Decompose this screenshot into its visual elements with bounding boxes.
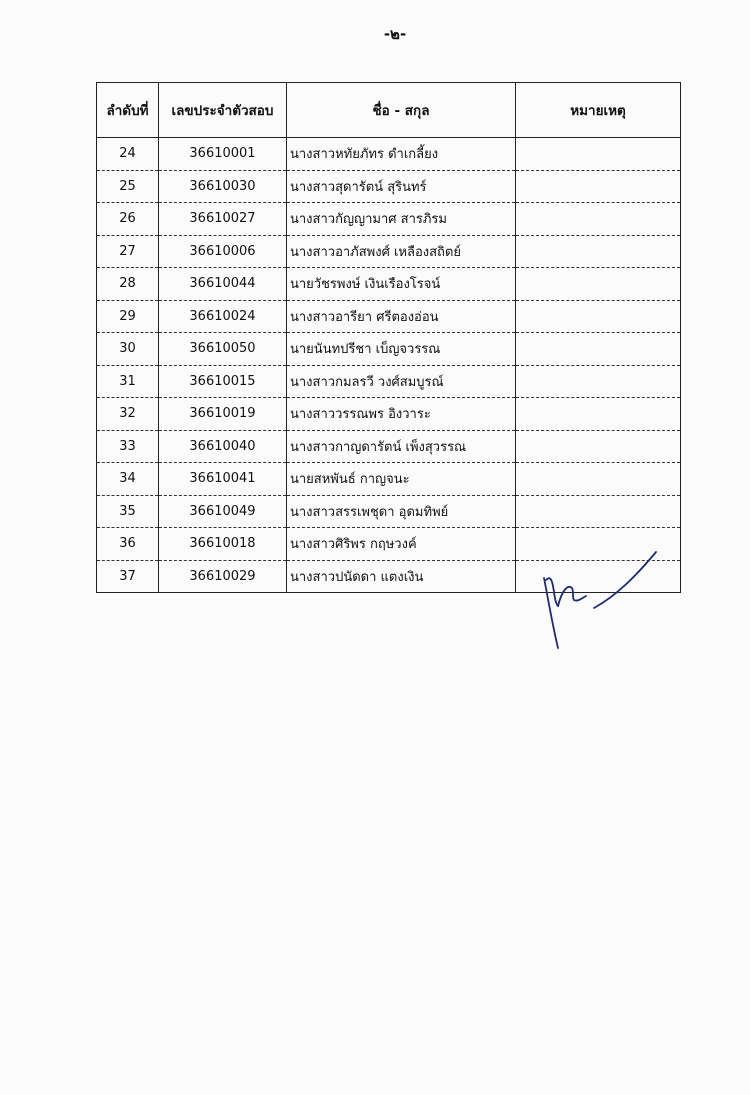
cell-order: 32 bbox=[97, 398, 159, 431]
table-row bbox=[97, 365, 681, 398]
cell-order: 30 bbox=[97, 333, 159, 366]
table-row bbox=[97, 430, 681, 463]
cell-note bbox=[516, 203, 681, 236]
table-row bbox=[97, 138, 681, 171]
cell-note bbox=[516, 430, 681, 463]
cell-exam-id: 36610001 bbox=[159, 138, 287, 171]
cell-order: 25 bbox=[97, 170, 159, 203]
cell-exam-id: 36610049 bbox=[159, 495, 287, 528]
candidate-table bbox=[96, 82, 681, 593]
table-row bbox=[97, 398, 681, 431]
cell-name: นายสหพันธ์ กาญจนะ bbox=[287, 463, 516, 496]
cell-exam-id: 36610018 bbox=[159, 528, 287, 561]
cell-name: นางสาวสุดารัตน์ สุรินทร์ bbox=[287, 170, 516, 203]
cell-name: นางสาวกัญญามาศ สารภิรม bbox=[287, 203, 516, 236]
table-row bbox=[97, 300, 681, 333]
cell-name: นางสาวอาภัสพงศ์ เหลืองสถิตย์ bbox=[287, 235, 516, 268]
cell-name: นายวัชรพงษ์ เงินเรืองโรจน์ bbox=[287, 268, 516, 301]
cell-name: นางสาวกมลรวี วงศ์สมบูรณ์ bbox=[287, 365, 516, 398]
cell-exam-id: 36610050 bbox=[159, 333, 287, 366]
header-exam-id: เลขประจำตัวสอบ bbox=[159, 83, 287, 138]
cell-note bbox=[516, 268, 681, 301]
cell-note bbox=[516, 365, 681, 398]
candidate-list bbox=[96, 82, 680, 593]
cell-order: 37 bbox=[97, 560, 159, 593]
cell-exam-id: 36610006 bbox=[159, 235, 287, 268]
table-row bbox=[97, 268, 681, 301]
cell-exam-id: 36610029 bbox=[159, 560, 287, 593]
cell-name: นางสาวปนัดดา แตงเงิน bbox=[287, 560, 516, 593]
cell-name: นางสาววรรณพร อิงวาระ bbox=[287, 398, 516, 431]
cell-note bbox=[516, 398, 681, 431]
cell-order: 29 bbox=[97, 300, 159, 333]
cell-note bbox=[516, 300, 681, 333]
header-order: ลำดับที่ bbox=[97, 83, 159, 138]
cell-order: 33 bbox=[97, 430, 159, 463]
cell-order: 36 bbox=[97, 528, 159, 561]
header-name: ชื่อ - สกุล bbox=[287, 83, 516, 138]
cell-order: 24 bbox=[97, 138, 159, 171]
table-row bbox=[97, 170, 681, 203]
cell-name: นางสาวกาญดารัตน์ เพ็งสุวรรณ bbox=[287, 430, 516, 463]
cell-exam-id: 36610044 bbox=[159, 268, 287, 301]
cell-exam-id: 36610019 bbox=[159, 398, 287, 431]
cell-exam-id: 36610015 bbox=[159, 365, 287, 398]
cell-name: นางสาวหทัยภัทร ดำเกลี้ยง bbox=[287, 138, 516, 171]
cell-note bbox=[516, 235, 681, 268]
cell-note bbox=[516, 333, 681, 366]
cell-exam-id: 36610024 bbox=[159, 300, 287, 333]
cell-order: 35 bbox=[97, 495, 159, 528]
page-number: -๒- bbox=[383, 25, 407, 43]
table-row bbox=[97, 235, 681, 268]
signature-icon bbox=[536, 548, 662, 650]
cell-name: นายนันทปรีชา เบ็ญจวรรณ bbox=[287, 333, 516, 366]
cell-name: นางสาวศิริพร กฤษวงค์ bbox=[287, 528, 516, 561]
cell-note bbox=[516, 170, 681, 203]
table-header-row bbox=[97, 83, 681, 138]
cell-note bbox=[516, 463, 681, 496]
table-row bbox=[97, 203, 681, 236]
cell-name: นางสาวสรรเพชุดา อุดมทิพย์ bbox=[287, 495, 516, 528]
cell-exam-id: 36610040 bbox=[159, 430, 287, 463]
cell-exam-id: 36610030 bbox=[159, 170, 287, 203]
cell-exam-id: 36610027 bbox=[159, 203, 287, 236]
cell-order: 34 bbox=[97, 463, 159, 496]
header-note: หมายเหตุ bbox=[516, 83, 681, 138]
cell-note bbox=[516, 495, 681, 528]
cell-order: 26 bbox=[97, 203, 159, 236]
cell-note bbox=[516, 138, 681, 171]
cell-name: นางสาวอารียา ศรีตองอ่อน bbox=[287, 300, 516, 333]
table-row bbox=[97, 463, 681, 496]
cell-exam-id: 36610041 bbox=[159, 463, 287, 496]
cell-order: 27 bbox=[97, 235, 159, 268]
table-row bbox=[97, 495, 681, 528]
cell-order: 31 bbox=[97, 365, 159, 398]
table-row bbox=[97, 333, 681, 366]
cell-order: 28 bbox=[97, 268, 159, 301]
